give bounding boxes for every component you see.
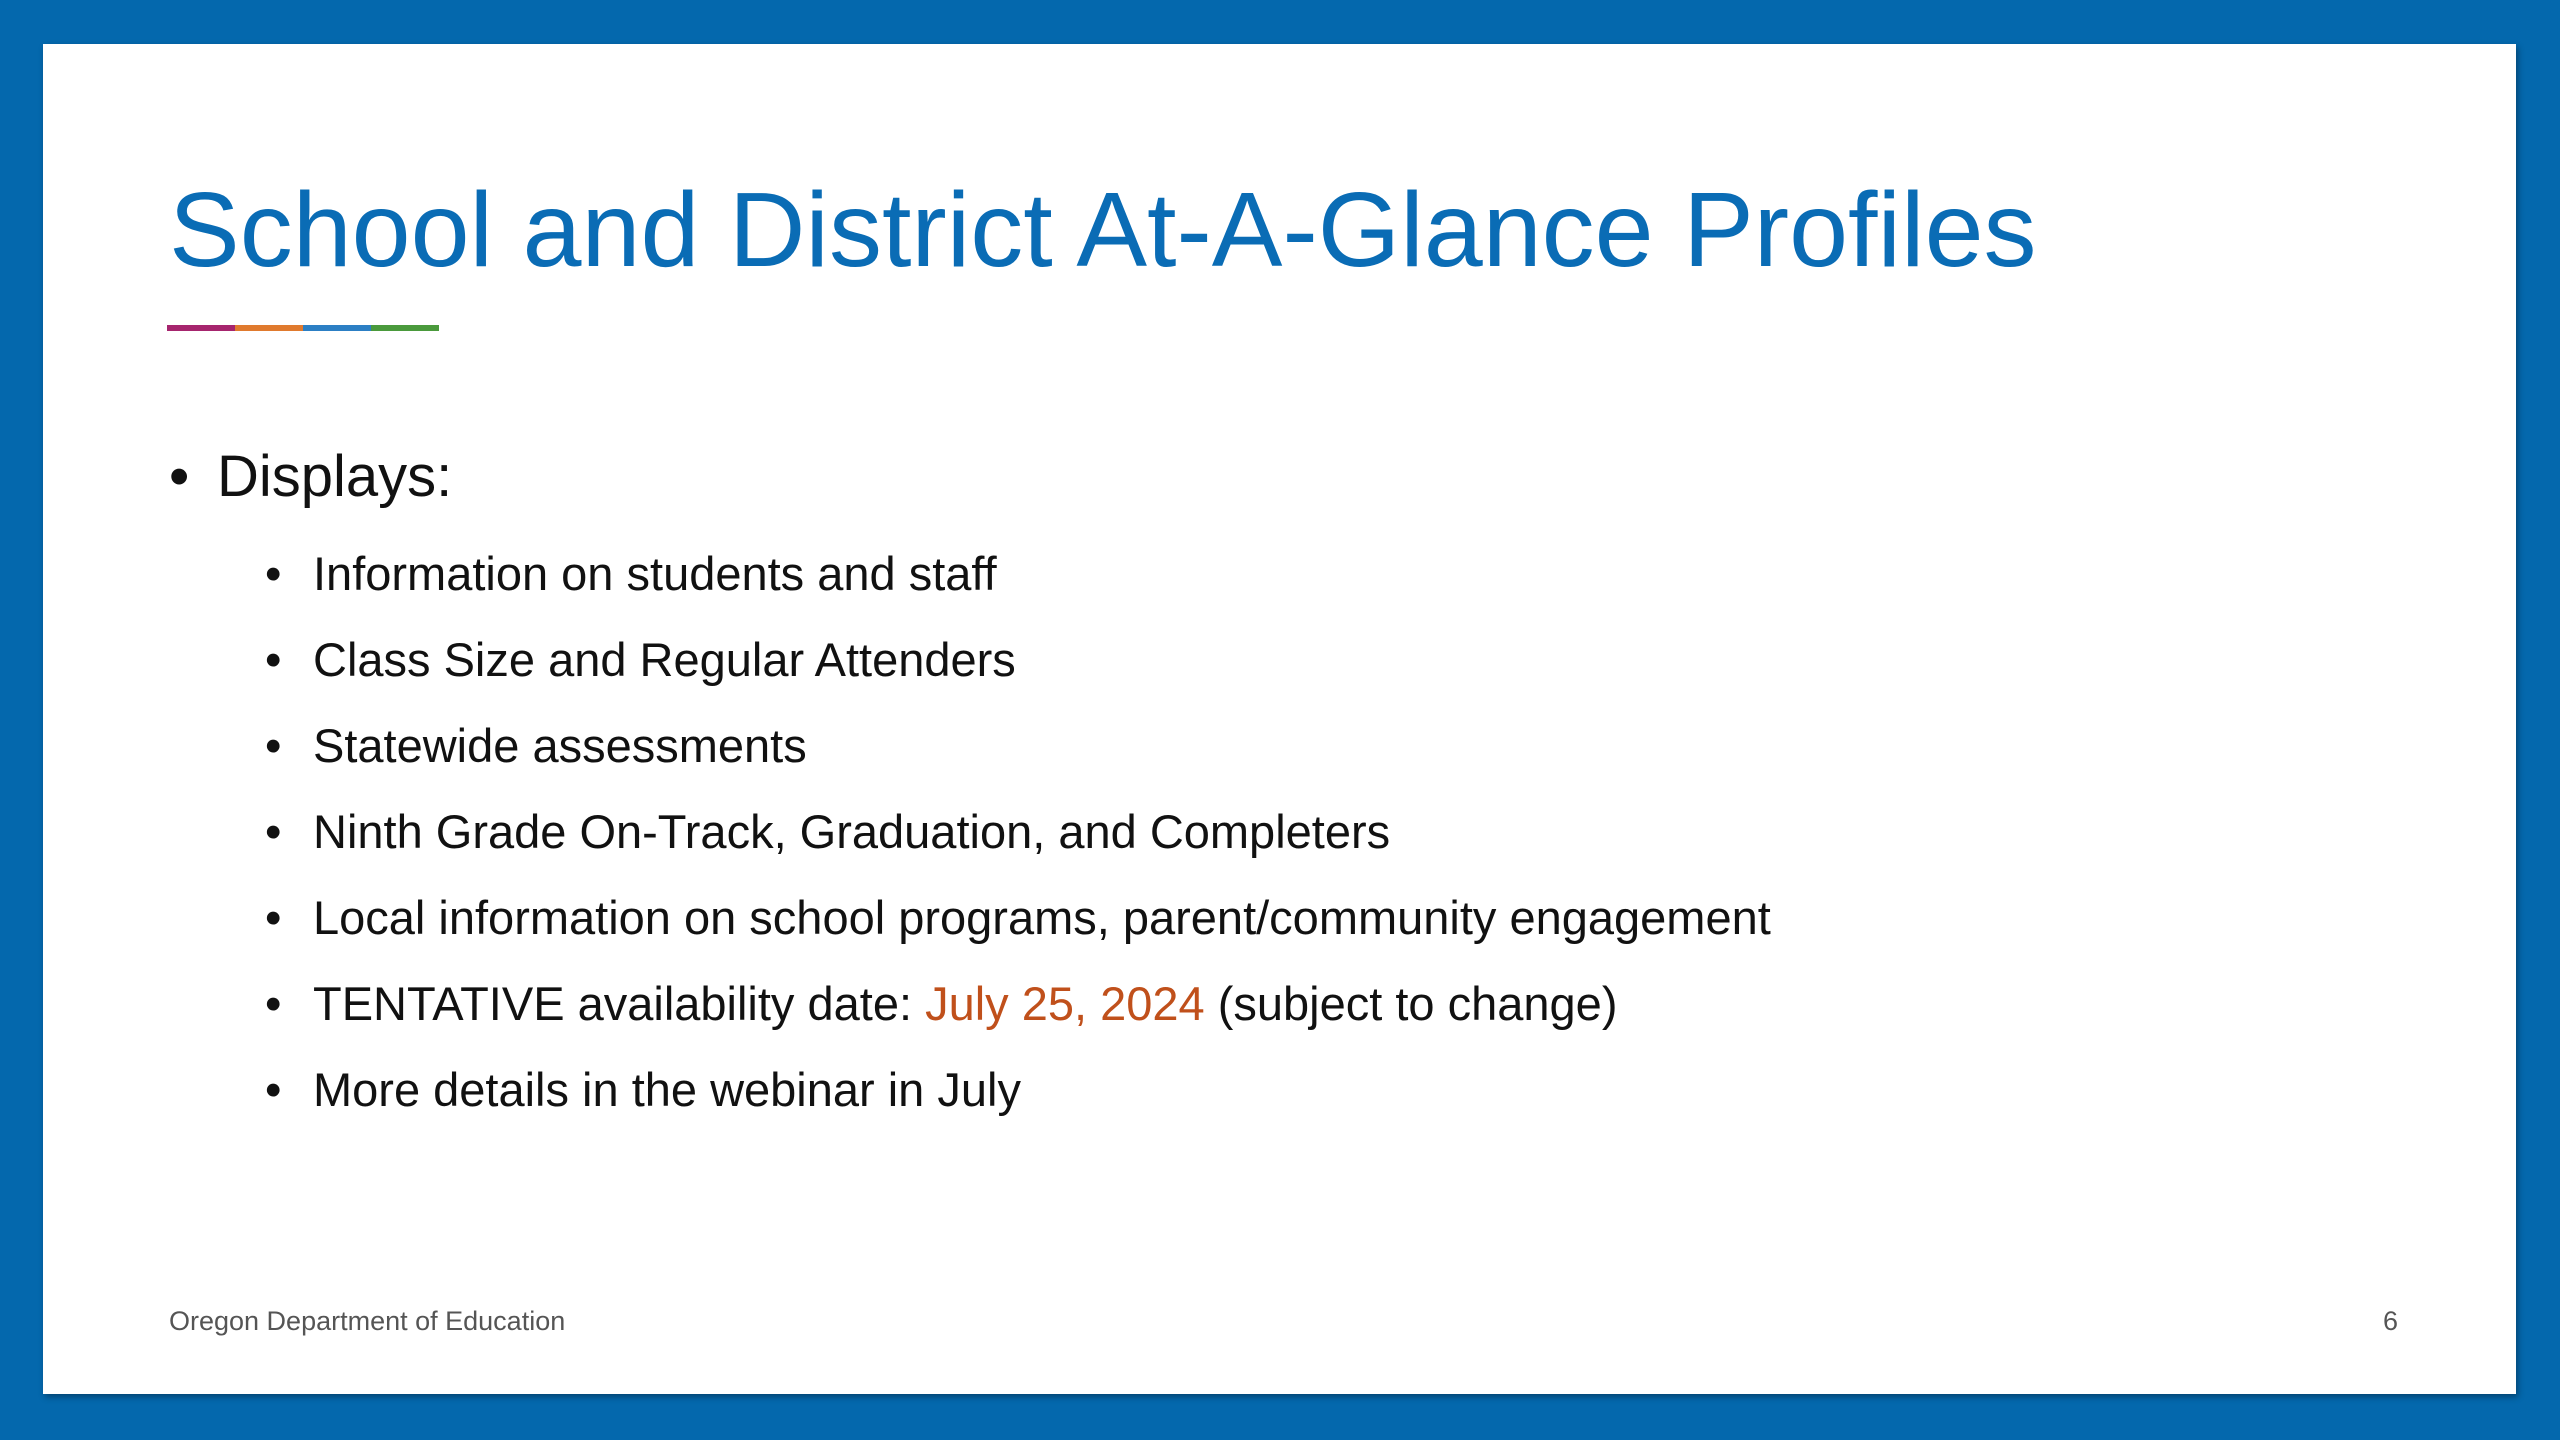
bullet-dot: • xyxy=(265,891,282,944)
list-item-text: Information on students and staff xyxy=(313,547,997,600)
bullet-dot: • xyxy=(169,444,190,509)
list-item-text: Statewide assessments xyxy=(313,719,807,772)
list-item xyxy=(265,706,1771,792)
list-item-text: Ninth Grade On-Track, Graduation, and Completers xyxy=(313,805,1391,858)
tentative-prefix: TENTATIVE availability date: xyxy=(313,977,926,1030)
accent-segment-3 xyxy=(303,325,371,331)
bullet-dot: • xyxy=(265,633,282,686)
main-bullet xyxy=(169,442,452,512)
slide-title: School and District At-A-Glance Profiles xyxy=(169,171,2037,289)
title-accent-bar xyxy=(167,325,439,331)
list-item xyxy=(265,878,1771,964)
list-item xyxy=(265,620,1771,706)
accent-segment-1 xyxy=(167,325,235,331)
tentative-suffix: (subject to change) xyxy=(1204,977,1618,1030)
accent-segment-4 xyxy=(371,325,439,331)
footer-organization: Oregon Department of Education xyxy=(169,1306,566,1336)
list-item-text: Class Size and Regular Attenders xyxy=(313,633,1016,686)
list-item-tentative-date xyxy=(265,964,1771,1050)
bullet-dot: • xyxy=(265,805,282,858)
sub-bullet-list xyxy=(265,534,1771,1136)
bullet-dot: • xyxy=(265,1063,282,1116)
list-item xyxy=(265,534,1771,620)
main-bullet-text: Displays: xyxy=(217,444,453,509)
list-item xyxy=(265,1050,1771,1136)
list-item-text: Local information on school programs, parent/community engagement xyxy=(313,891,1771,944)
list-item xyxy=(265,792,1771,878)
page-number: 6 xyxy=(2382,1306,2398,1336)
slide xyxy=(43,44,2516,1394)
list-item-text: More details in the webinar in July xyxy=(313,1063,1021,1116)
bullet-dot: • xyxy=(265,719,282,772)
tentative-date: July 25, 2024 xyxy=(925,977,1205,1030)
bullet-dot: • xyxy=(265,977,282,1030)
bullet-dot: • xyxy=(265,547,282,600)
accent-segment-2 xyxy=(235,325,303,331)
